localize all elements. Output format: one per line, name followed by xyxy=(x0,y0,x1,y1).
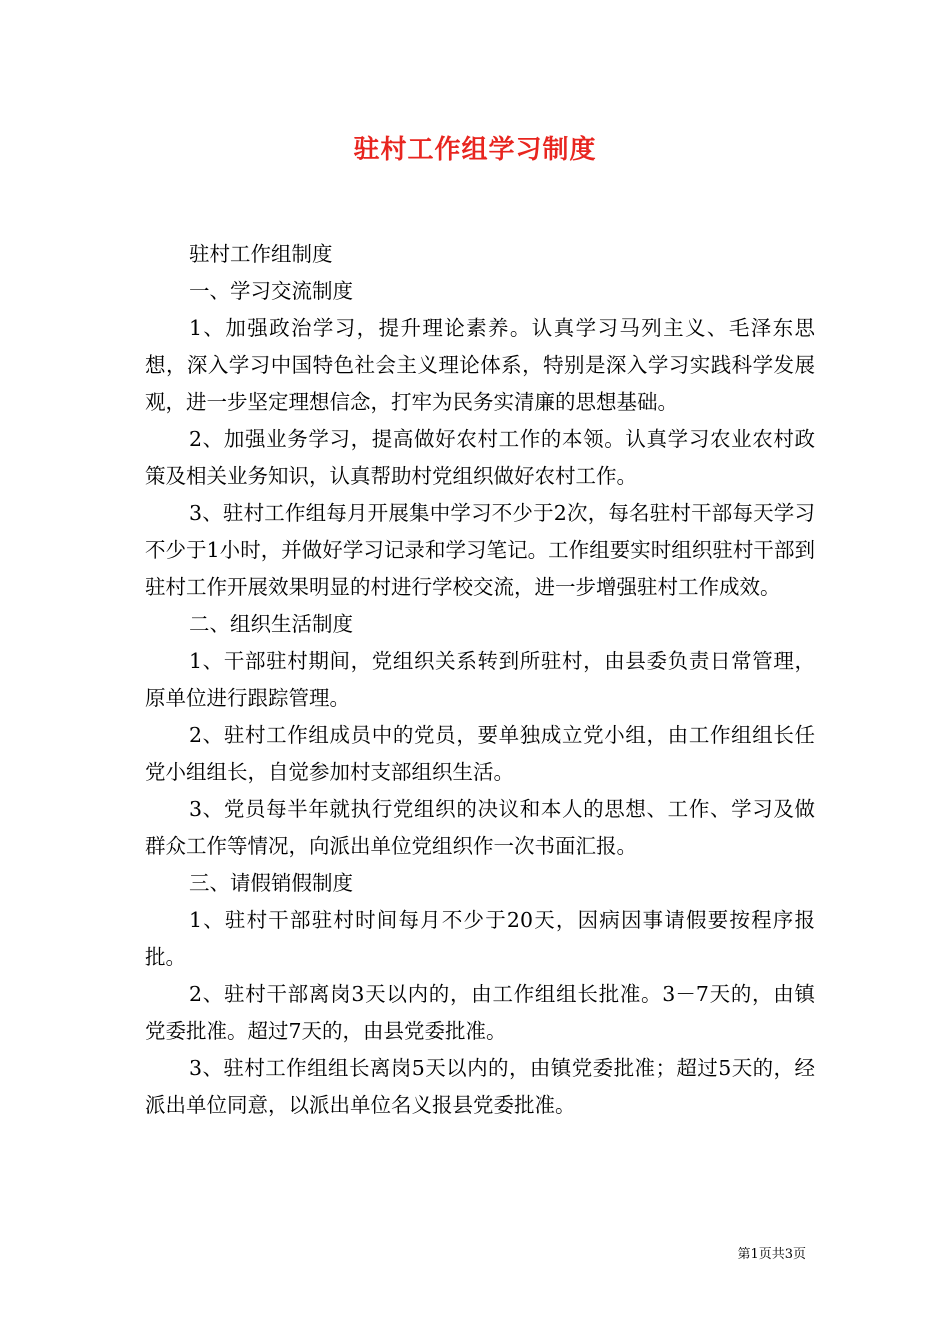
paragraph: 2、驻村工作组成员中的党员，要单独成立党小组，由工作组组长任党小组组长，自觉参加村支部组织生活。 xyxy=(145,723,815,784)
paragraph: 2、加强业务学习，提高做好农村工作的本领。认真学习农业农村政策及相关业务知识，认真帮助村党组织做好农村工作。 xyxy=(145,427,815,488)
paragraph: 1、驻村干部驻村时间每月不少于20天，因病因事请假要按程序报批。 xyxy=(145,908,815,969)
paragraph: 3、驻村工作组组长离岗5天以内的，由镇党委批准；超过5天的，经派出单位同意，以派出单位名义报县党委批准。 xyxy=(145,1056,815,1117)
paragraph: 1、加强政治学习，提升理论素养。认真学习马列主义、毛泽东思想，深入学习中国特色社会主义理论体系，特别是深入学习实践科学发展观，进一步坚定理想信念，打牢为民务实清廉的思想基础。 xyxy=(145,316,815,414)
section-heading-2: 二、组织生活制度 xyxy=(189,612,353,636)
section-heading-3: 三、请假销假制度 xyxy=(189,871,353,895)
paragraph: 1、干部驻村期间，党组织关系转到所驻村，由县委负责日常管理，原单位进行跟踪管理。 xyxy=(145,649,815,710)
section-intro: 驻村工作组制度 xyxy=(189,242,333,266)
paragraph: 2、驻村干部离岗3天以内的，由工作组组长批准。3－7天的，由镇党委批准。超过7天的，由县党委批准。 xyxy=(145,982,815,1043)
paragraph: 3、党员每半年就执行党组织的决议和本人的思想、工作、学习及做群众工作等情况，向派出单位党组织作一次书面汇报。 xyxy=(145,797,815,858)
document-body xyxy=(145,236,815,1124)
section-heading-1: 一、学习交流制度 xyxy=(189,279,353,303)
page-number: 第1页共3页 xyxy=(737,1247,806,1262)
paragraph: 3、驻村工作组每月开展集中学习不少于2次，每名驻村干部每天学习不少于1小时，并做好学习记录和学习笔记。工作组要实时组织驻村干部到驻村工作开展效果明显的村进行学校交流，进一步增强驻村工作成效。 xyxy=(145,501,815,599)
document-title: 驻村工作组学习制度 xyxy=(353,135,597,165)
